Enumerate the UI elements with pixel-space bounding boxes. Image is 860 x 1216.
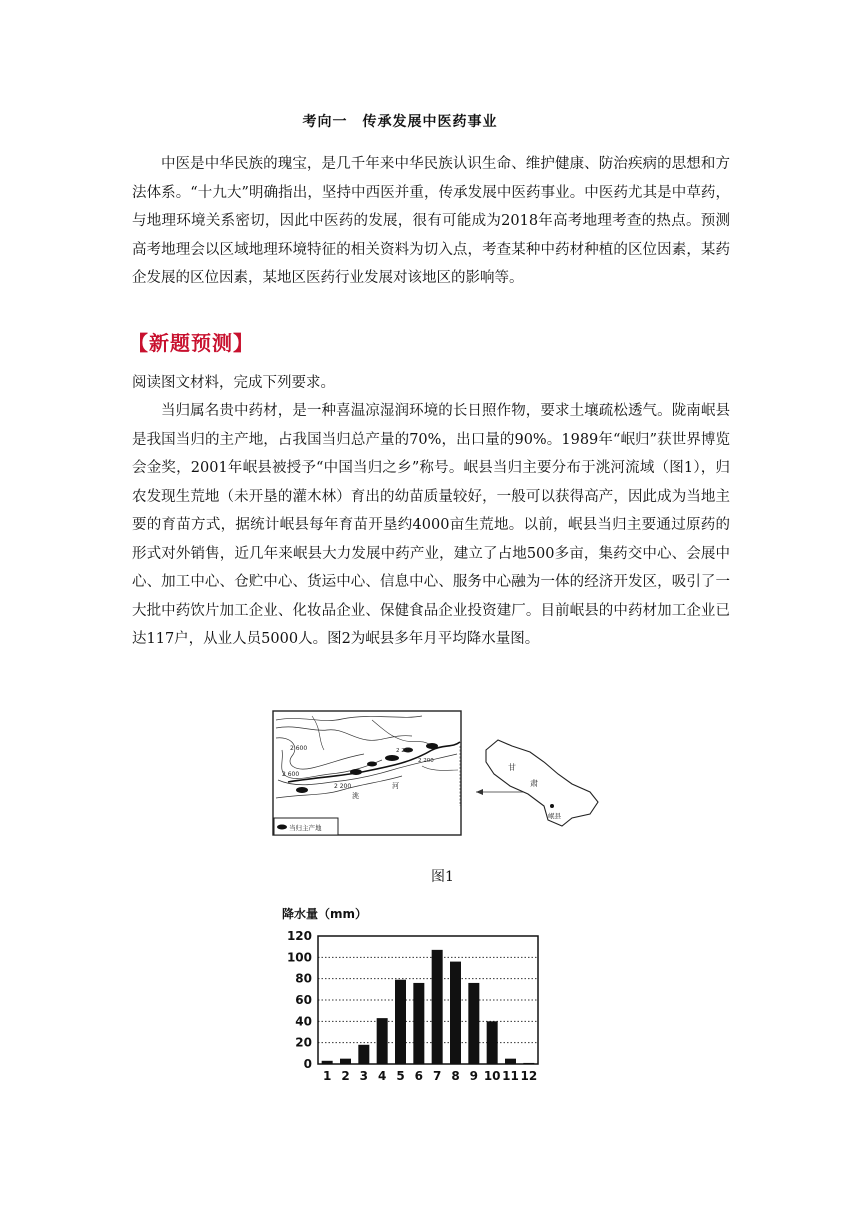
county-marker (550, 804, 554, 808)
bar-month-3 (358, 1045, 369, 1064)
bar-month-9 (468, 983, 479, 1064)
x-tick-label: 6 (414, 1069, 424, 1083)
province-label: 肃 (530, 779, 538, 788)
bar-month-6 (413, 983, 424, 1064)
x-tick-label: 4 (377, 1069, 387, 1083)
bar-month-2 (340, 1059, 351, 1064)
pointer-arrowhead (476, 789, 483, 795)
contour-label: 2 600 (282, 771, 300, 778)
y-tick-label: 120 (286, 929, 312, 943)
figure2-precipitation-chart (278, 900, 548, 1090)
county-label: 岷县 (548, 812, 561, 820)
x-tick-label: 9 (469, 1069, 479, 1083)
x-tick-label: 10 (483, 1069, 501, 1083)
figure1-caption: 图1 (431, 869, 454, 885)
province-label: 甘 (508, 763, 516, 772)
bar-month-4 (377, 1018, 388, 1064)
bar-month-10 (487, 1021, 498, 1064)
x-tick-label: 5 (396, 1069, 405, 1083)
chart-ylabel: 降水量（mm） (282, 907, 368, 921)
x-tick-label: 7 (432, 1069, 442, 1083)
bar-month-7 (432, 950, 443, 1064)
river-label: 河 (392, 782, 399, 790)
bar-month-8 (450, 962, 461, 1064)
contour-label: 2 200 (396, 748, 412, 754)
y-tick-label: 60 (295, 993, 312, 1007)
material-paragraph: 当归属名贵中药材，是一种喜温凉湿润环境的长日照作物，要求土壤疏松透气。陇南岷县是我国当归的主产地，占我国当归总产量的70%，出口量的90%。1989年“岷归”获世界博览会金奖，2001年岷县被授予“中国当归之乡”称号。岷县当归主要分布于洮河流域（图1），归农发现生荒地（未开垦的灌木林）育出的幼苗质量较好，一般可以获得高产，因此成为当地主要的育苗方式，据统计岷县每年育苗开垦约4000亩生荒地。以前，岷县当归主要通过原药的形式对外销售，近几年来岷县大力发展中药产业，建立了占地500多亩，集药交中心、会展中心、加工中心、仓贮中心、货运中心、信息中心、服务中心融为一体的经济开发区，吸引了一大批中药饮片加工企业、化妆品企业、保健食品企业投资建厂。目前岷县的中药材加工企业已达117户，从业人员5000人。图2为岷县多年月平均降水量图。 (132, 403, 730, 647)
bar-month-5 (395, 980, 406, 1064)
section-banner: 【新题预测】 (128, 331, 254, 355)
intro-paragraph: 中医是中华民族的瑰宝，是几千年来中华民族认识生命、维护健康、防治疾病的思想和方法体系。“十九大”明确指出，坚持中西医并重，传承发展中医药事业。中医药尤其是中草药，与地理环境关系密切，因此中医药的发展，很有可能成为2018年高考地理考查的热点。预测高考地理会以区域地理环境特征的相关资料为切入点，考查某种中药材种植的区位因素，某药企发展的区位因素，某地区医药行业发展对该地区的影响等。 (132, 156, 730, 286)
y-tick-label: 80 (295, 971, 312, 986)
contour-label: 2 600 (290, 745, 308, 752)
x-tick-label: 2 (341, 1069, 350, 1083)
x-tick-label: 1 (322, 1069, 332, 1083)
y-tick-label: 20 (295, 1035, 312, 1050)
y-tick-label: 0 (303, 1057, 312, 1071)
instruction-text: 阅读图文材料，完成下列要求。 (132, 375, 335, 391)
legend-symbol (277, 825, 287, 830)
x-tick-label: 3 (359, 1069, 369, 1083)
x-tick-label: 12 (520, 1069, 538, 1083)
contour-label: 2 200 (418, 758, 434, 764)
page-title: 考向一 传承发展中医药事业 (302, 114, 498, 130)
x-tick-label: 11 (502, 1069, 519, 1083)
river-label: 洮 (352, 792, 359, 800)
x-tick-label: 8 (451, 1069, 460, 1083)
bar-month-11 (505, 1059, 516, 1064)
map-frame (273, 711, 461, 835)
gansu-outline (486, 740, 598, 826)
y-tick-label: 100 (286, 950, 312, 965)
legend-label: 当归主产地 (289, 824, 322, 832)
y-tick-label: 40 (295, 1014, 312, 1029)
figure1-map (272, 710, 602, 836)
contour-label: 2 200 (334, 783, 352, 790)
